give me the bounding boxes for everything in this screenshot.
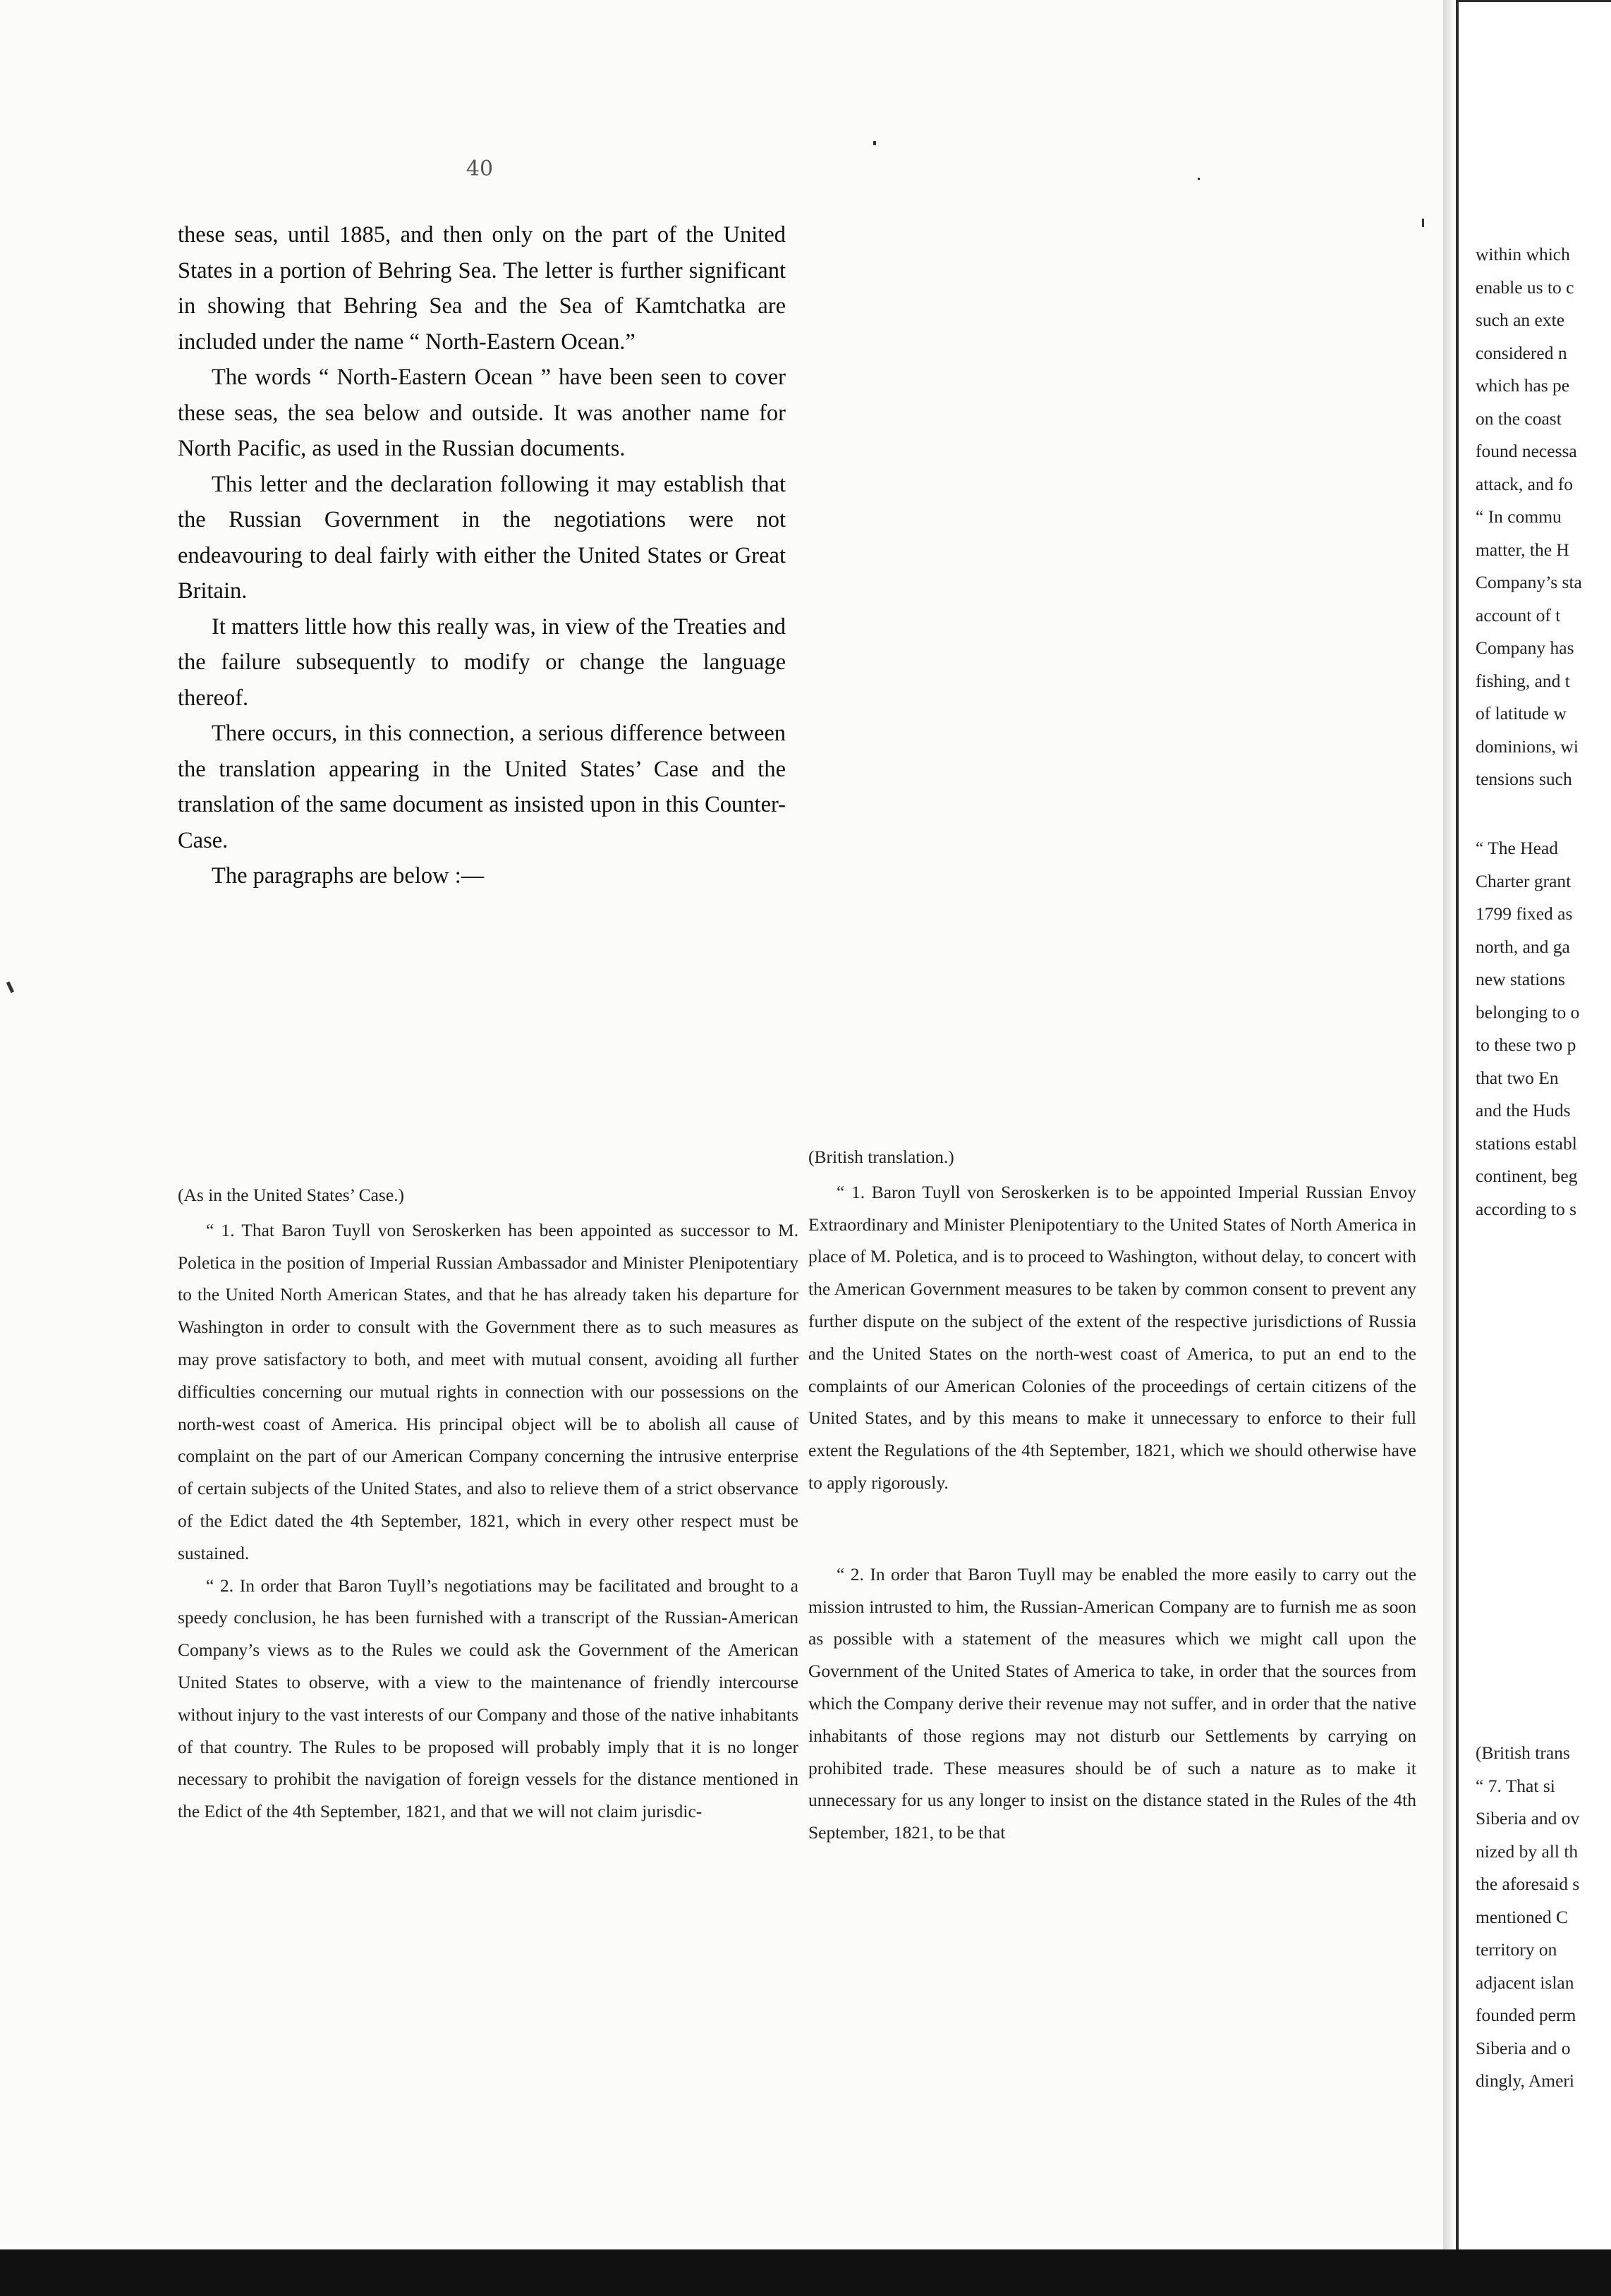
paragraph: This letter and the declaration following it may establish that the Russian Government in the negotiations were not endeavouring to deal fairly with either the United States or Great Britain. bbox=[178, 471, 786, 604]
adjacent-line: which has pe bbox=[1476, 375, 1570, 396]
adjacent-line: Company has bbox=[1476, 637, 1574, 658]
adjacent-line: account of t bbox=[1476, 604, 1561, 625]
adjacent-line: founded perm bbox=[1476, 2005, 1576, 2025]
adjacent-line: “ 7. That si bbox=[1476, 1775, 1555, 1796]
adjacent-line: Siberia and ov bbox=[1476, 1808, 1580, 1828]
paragraph: The paragraphs are below :— bbox=[212, 863, 485, 889]
us-case-column bbox=[178, 1179, 798, 1828]
adjacent-line: on the coast bbox=[1476, 408, 1562, 429]
column-heading: (British translation.) bbox=[808, 1147, 954, 1167]
adjacent-line: considered n bbox=[1476, 342, 1567, 363]
column-paragraph: “ 1. That Baron Tuyll von Seroskerken has been appointed as successor to M. Poletica in the position of Imperial Russian Ambassador and Minister Plenipotentiary to the United North American States, and that he has already taken his departure for Washington in order to consult with the Government there as to such measures as may prove satisfactory to both, and meet with mutual consent, avoiding all further difficulties concerning our mutual rights in connection with our possessions on the north-west coast of America. His principal object will be to abolish all cause of complaint on the part of our American Company concerning the intrusive enterprise of certain subjects of the United States, and also to relieve them of a strict observance of the Edict dated the 4th September, 1821, which in every other respect must be sustained. bbox=[178, 1219, 798, 1563]
adjacent-line: Charter grant bbox=[1476, 870, 1572, 891]
column-paragraph: “ 1. Baron Tuyll von Seroskerken is to be appointed Imperial Russian Envoy Extraordinary and Minister Plenipotentiary to the United States of North America in place of M. Poletica, and is to proceed to Washington, without delay, to concert with the American Government measures to be taken by common consent to prevent any further dispute on the subject of the extent of the respective jurisdictions of Russia and the United States on the north-west coast of America, to put an end to the complaints of our American Colonies of the proceedings of certain citizens of the United States, and by this means to make it unnecessary to enforce to their full extent the Regulations of the 4th September, 1821, which we should otherwise have to apply rigorously. bbox=[808, 1181, 1416, 1493]
paragraph: There occurs, in this connection, a serious difference between the translation appearing in the United States’ Case and the translation of the same document as insisted upon in this Counter-Case. bbox=[178, 721, 786, 853]
adjacent-line: “ In commu bbox=[1476, 506, 1562, 527]
adjacent-line: attack, and fo bbox=[1476, 473, 1574, 494]
adjacent-line: 1799 fixed as bbox=[1476, 903, 1573, 924]
adjacent-page-text bbox=[1476, 832, 1611, 1226]
body-text bbox=[178, 217, 786, 894]
adjacent-line: and the Huds bbox=[1476, 1100, 1571, 1120]
page-number: 40 bbox=[466, 157, 494, 181]
adjacent-line: enable us to c bbox=[1476, 276, 1574, 298]
adjacent-line: mentioned C bbox=[1476, 1906, 1569, 1927]
column-heading: (As in the United States’ Case.) bbox=[178, 1185, 405, 1205]
adjacent-line: nized by all th bbox=[1476, 1840, 1579, 1862]
adjacent-line: stations establ bbox=[1476, 1132, 1577, 1154]
adjacent-line: that two En bbox=[1476, 1067, 1559, 1088]
adjacent-line: “ The Head bbox=[1476, 838, 1559, 858]
adjacent-line: belonging to o bbox=[1476, 1001, 1580, 1022]
adjacent-line: fishing, and t bbox=[1476, 670, 1570, 691]
adjacent-line: the aforesaid s bbox=[1476, 1874, 1580, 1894]
adjacent-line: adjacent islan bbox=[1476, 1972, 1574, 1993]
scan-speck bbox=[6, 982, 14, 994]
adjacent-line: according to s bbox=[1476, 1198, 1577, 1219]
adjacent-line: tensions such bbox=[1476, 769, 1572, 789]
paragraph: It matters little how this really was, in view of the Treaties and the failure subsequently to modify or change the language thereof. bbox=[178, 613, 786, 711]
adjacent-line: territory on bbox=[1476, 1939, 1557, 1960]
adjacent-line: such an exte bbox=[1476, 310, 1565, 330]
adjacent-line: Siberia and o bbox=[1476, 2037, 1571, 2058]
scan-speck bbox=[873, 141, 876, 145]
adjacent-line: dingly, Ameri bbox=[1476, 2070, 1575, 2091]
adjacent-line: matter, the H bbox=[1476, 539, 1569, 560]
paragraph: The words “ North-Eastern Ocean ” have been seen to cover these seas, the sea below and outside. It was another name for North Pacific, as used in the Russian documents. bbox=[178, 365, 786, 461]
adjacent-line: north, and ga bbox=[1476, 936, 1570, 957]
adjacent-line: Company’s sta bbox=[1476, 572, 1582, 592]
scan-speck bbox=[1198, 178, 1200, 180]
adjacent-line: found necessa bbox=[1476, 441, 1577, 461]
adjacent-line: new stations bbox=[1476, 969, 1565, 989]
adjacent-line: of latitude w bbox=[1476, 703, 1567, 723]
scan-border bbox=[0, 2249, 1611, 2296]
british-translation-column bbox=[808, 1141, 1416, 1849]
adjacent-page-text bbox=[1476, 1737, 1611, 2098]
adjacent-line: within which bbox=[1476, 244, 1570, 264]
column-paragraph: “ 2. In order that Baron Tuyll’s negotiations may be facilitated and brought to a speedy conclusion, he has been furnished with a transcript of the Russian-American Company’s views as to the Rules we could ask the Government of the American United States to observe, with a view to the maintenance of friendly intercourse without injury to the vast interests of our Company and those of the native inhabitants of that country. The Rules to be proposed will probably imply that it is no longer necessary to prohibit the navigation of foreign vessels for the distance mentioned in the Edict of the 4th September, 1821, and that we will not claim jurisdic- bbox=[178, 1575, 798, 1822]
paragraph: these seas, until 1885, and then only on the part of the United States in a portion of Behring Sea. The letter is further significant in showing that Behring Sea and the Sea of Kamtchatka are included under the name “ North-Eastern Ocean.” bbox=[178, 222, 786, 355]
column-paragraph: “ 2. In order that Baron Tuyll may be enabled the more easily to carry out the mission intrusted to him, the Russian-American Company are to furnish me as soon as possible with a statement of the measures which we might call upon the Government of the United States of America to take, in order that the sources from which the Company derive their revenue may not suffer, and in order that the native inhabitants of those regions may not disturb our Settlements by carrying on prohibited trade. These measures should be of such a nature as to make it unnecessary for us any longer to insist on the distance stated in the Rules of the 4th September, 1821, to be that bbox=[808, 1563, 1416, 1843]
adjacent-line: to these two p bbox=[1476, 1034, 1576, 1055]
adjacent-line: continent, beg bbox=[1476, 1166, 1578, 1186]
adjacent-line: dominions, wi bbox=[1476, 735, 1579, 757]
scan-speck bbox=[1422, 219, 1424, 227]
adjacent-line: (British trans bbox=[1476, 1742, 1570, 1763]
adjacent-page-edge bbox=[1456, 0, 1611, 2252]
adjacent-page-text bbox=[1476, 238, 1611, 796]
page-gutter bbox=[1443, 0, 1456, 2249]
